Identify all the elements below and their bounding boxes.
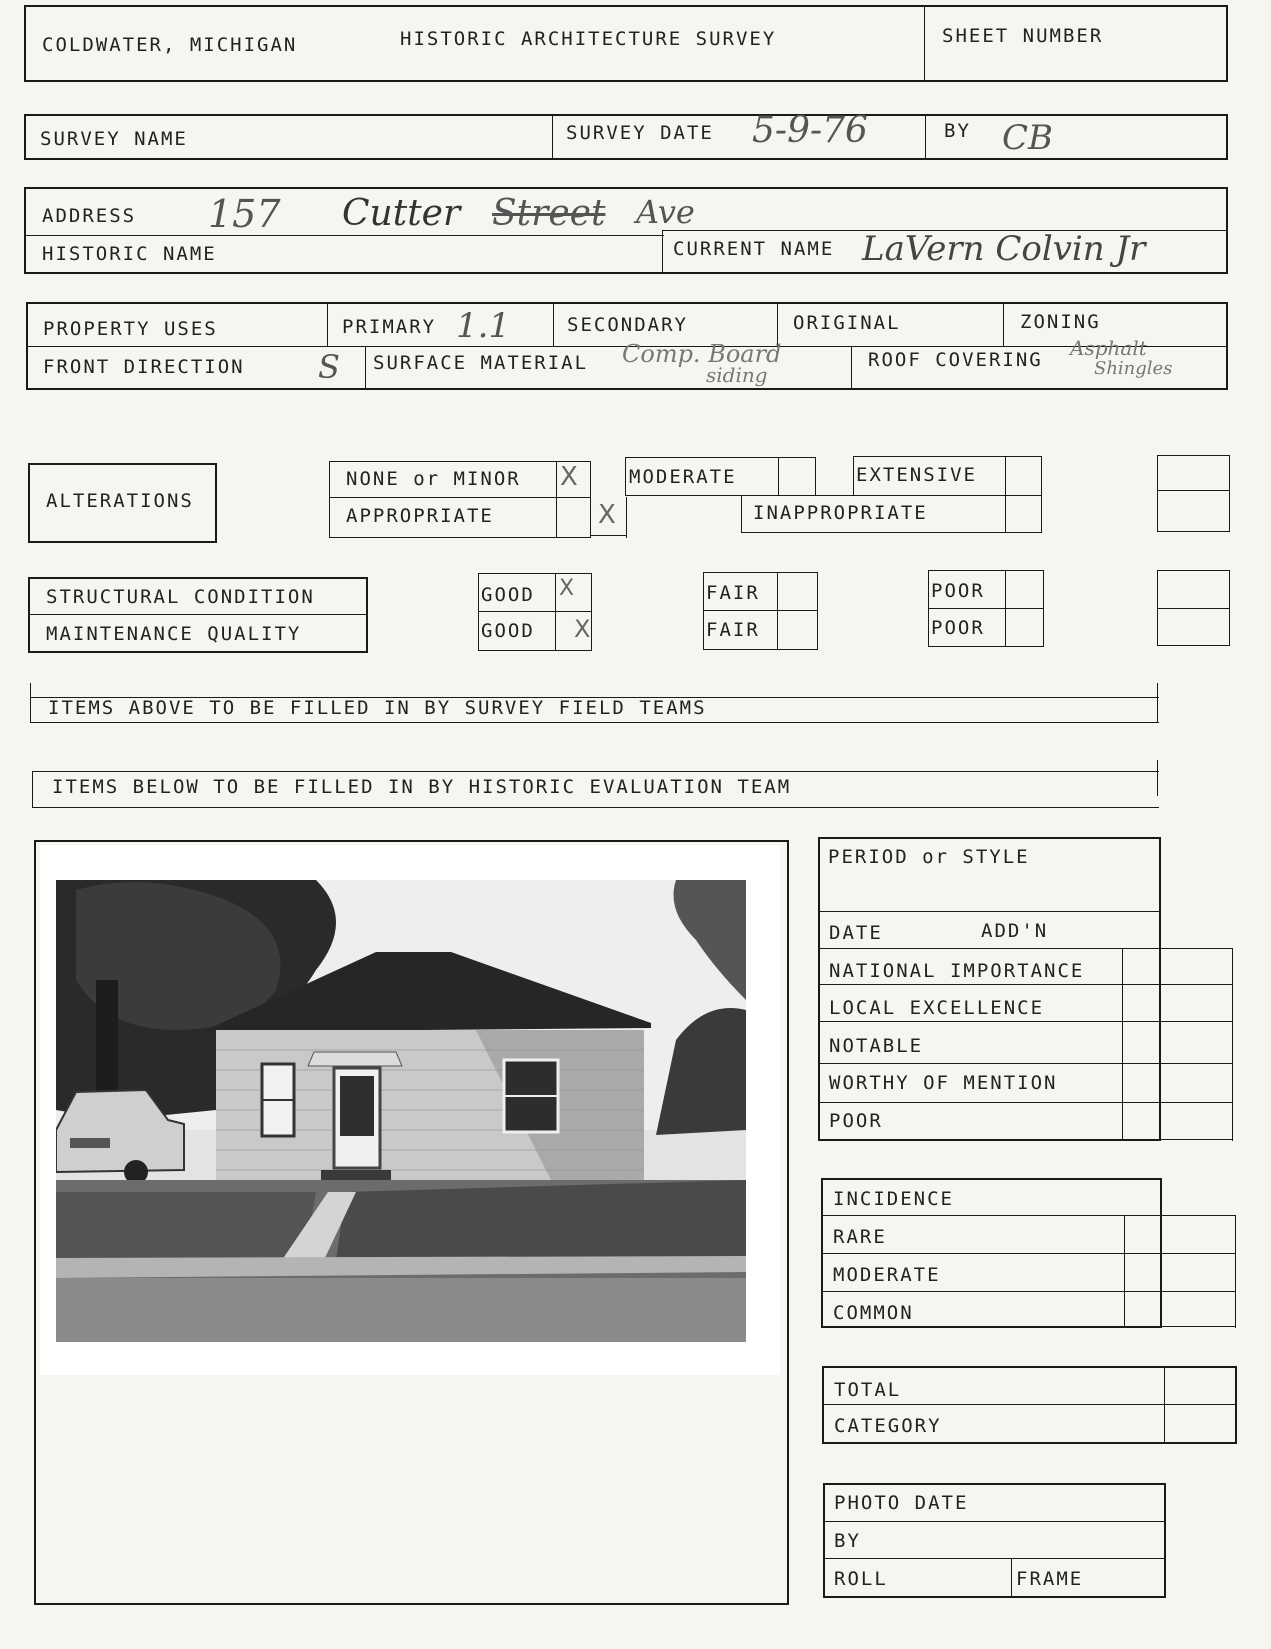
inc-h4: [1160, 1326, 1235, 1327]
photo-info-h1: [823, 1521, 1166, 1522]
current-name-label: CURRENT NAME: [673, 238, 835, 260]
inc-h2: [821, 1253, 1235, 1254]
notes-below-bottom: [32, 807, 1159, 808]
address-divider-v: [662, 230, 663, 274]
front-direction-label: FRONT DIRECTION: [43, 356, 245, 378]
house-photograph: [56, 880, 746, 1342]
appropriate-bottom: [591, 535, 627, 536]
roll-label: ROLL: [834, 1568, 888, 1590]
notes-below: ITEMS BELOW TO BE FILLED IN BY HISTORIC EVALUATION TEAM: [52, 776, 792, 798]
rare-label: RARE: [833, 1226, 887, 1248]
eval-h2: [818, 948, 1232, 949]
eval-h3: [818, 984, 1232, 985]
eval-poor-label: POOR: [829, 1110, 883, 1132]
notes-below-right: [1157, 760, 1158, 796]
house-photo-image: [56, 880, 746, 1342]
primary-label: PRIMARY: [342, 316, 437, 338]
inc-moderate-label: MODERATE: [833, 1264, 941, 1286]
property-uses-label: PROPERTY USES: [43, 318, 218, 340]
fair-v: [777, 572, 778, 650]
period-style-label: PERIOD or STYLE: [828, 846, 1030, 868]
property-v2: [553, 302, 554, 346]
eval-h4: [818, 1021, 1232, 1022]
structural-fair: FAIR: [706, 582, 760, 604]
local-excellence-label: LOCAL EXCELLENCE: [829, 997, 1045, 1019]
header-divider: [924, 5, 925, 82]
property-v1: [327, 302, 328, 346]
address-number[interactable]: 157: [208, 192, 281, 236]
survey-divider-2: [925, 114, 926, 160]
notes-below-left: [32, 771, 33, 807]
appropriate-v: [626, 497, 627, 538]
good-divider: [478, 611, 592, 612]
totals-divider: [822, 1404, 1237, 1405]
category-label: CATEGORY: [834, 1415, 942, 1437]
addn-label: ADD'N: [981, 920, 1049, 942]
photo-by-label: BY: [834, 1530, 861, 1552]
national-importance-label: NATIONAL IMPORTANCE: [829, 960, 1085, 982]
inc-h1: [821, 1215, 1235, 1216]
total-label: TOTAL: [834, 1379, 902, 1401]
original-label: ORIGINAL: [793, 312, 901, 334]
moderate-label: MODERATE: [629, 466, 737, 488]
eval-h5: [818, 1063, 1232, 1064]
poor-v: [1005, 570, 1006, 647]
property-v6: [851, 346, 852, 390]
appropriate-label: APPROPRIATE: [346, 505, 494, 527]
notes-above-right: [1157, 683, 1158, 723]
notes-above: ITEMS ABOVE TO BE FILLED IN BY SURVEY FIELD TEAMS: [48, 697, 707, 719]
survey-title: HISTORIC ARCHITECTURE SURVEY: [400, 28, 777, 50]
roof-covering-label: ROOF COVERING: [868, 349, 1043, 371]
structural-good-mark[interactable]: X: [559, 576, 575, 601]
zoning-label: ZONING: [1020, 311, 1101, 333]
frame-label: FRAME: [1016, 1568, 1084, 1590]
surface-material-value-1[interactable]: Comp. Board: [622, 340, 782, 368]
structural-label: STRUCTURAL CONDITION: [46, 586, 315, 608]
survey-name-label: SURVEY NAME: [40, 128, 188, 150]
survey-date-label: SURVEY DATE: [566, 122, 714, 144]
none-minor-mark[interactable]: X: [560, 462, 578, 492]
inc-v1: [1124, 1215, 1125, 1328]
secondary-label: SECONDARY: [567, 314, 688, 336]
common-label: COMMON: [833, 1302, 914, 1324]
good-v: [555, 573, 556, 651]
maintenance-poor: POOR: [931, 617, 985, 639]
maintenance-label: MAINTENANCE QUALITY: [46, 623, 302, 645]
poor-divider: [928, 608, 1044, 609]
address-divider-h: [24, 235, 664, 236]
alterations-label: ALTERATIONS: [46, 490, 194, 512]
structural-good: GOOD: [481, 584, 535, 606]
eval-h6: [818, 1102, 1232, 1103]
inc-v2: [1235, 1215, 1236, 1328]
inc-h3: [821, 1291, 1235, 1292]
photo-date-label: PHOTO DATE: [834, 1492, 969, 1514]
historic-name-label: HISTORIC NAME: [42, 243, 217, 265]
totals-v: [1164, 1366, 1165, 1444]
photo-info-v: [1011, 1558, 1012, 1598]
photo-info-h2: [823, 1558, 1166, 1559]
primary-value[interactable]: 1.1: [456, 306, 511, 346]
survey-by-label: BY: [944, 120, 971, 142]
eval-h1: [818, 911, 1161, 912]
maintenance-good-mark[interactable]: X: [574, 615, 591, 643]
current-name-value[interactable]: LaVern Colvin Jr: [862, 229, 1146, 269]
none-minor-label: NONE or MINOR: [346, 468, 521, 490]
fair-divider: [703, 610, 818, 611]
moderate-v: [778, 457, 779, 496]
surface-material-label: SURFACE MATERIAL: [373, 352, 589, 374]
address-street[interactable]: Cutter: [342, 193, 461, 234]
alterations-score-divider: [1157, 490, 1230, 491]
property-v4: [1003, 302, 1004, 346]
eval-v1: [1122, 948, 1123, 1141]
none-minor-v: [556, 461, 557, 538]
survey-date-value[interactable]: 5-9-76: [752, 110, 868, 151]
incidence-label: INCIDENCE: [833, 1188, 954, 1210]
maintenance-good: GOOD: [481, 620, 535, 642]
maintenance-fair: FAIR: [706, 619, 760, 641]
notable-label: NOTABLE: [829, 1035, 924, 1057]
header-city: COLDWATER, MICHIGAN: [42, 34, 298, 56]
address-struck: Street: [492, 193, 606, 234]
sheet-number-label: SHEET NUMBER: [942, 25, 1104, 47]
structural-poor: POOR: [931, 580, 985, 602]
alterations-score-box: [1157, 455, 1230, 532]
roof-covering-value-1[interactable]: Asphalt: [1070, 336, 1147, 360]
inappropriate-label: INAPPROPRIATE: [753, 502, 928, 524]
property-v5: [365, 346, 366, 390]
condition-score-divider: [1157, 608, 1230, 609]
appropriate-mark[interactable]: X: [598, 500, 616, 530]
survey-divider-1: [552, 114, 553, 160]
date-label: DATE: [829, 922, 883, 944]
condition-label-divider: [28, 614, 368, 615]
front-direction-value[interactable]: S: [318, 348, 340, 386]
roof-covering-value-2[interactable]: Shingles: [1094, 358, 1173, 379]
evaluation-box: [818, 837, 1161, 1141]
survey-by-value[interactable]: CB: [1002, 118, 1053, 158]
address-label: ADDRESS: [42, 205, 137, 227]
eval-v2: [1232, 948, 1233, 1141]
worthy-label: WORTHY OF MENTION: [829, 1072, 1058, 1094]
eval-h7: [1158, 1139, 1232, 1140]
extensive-label: EXTENSIVE: [856, 464, 977, 486]
address-suffix[interactable]: Ave: [636, 193, 695, 231]
notes-below-top: [32, 771, 1159, 772]
surface-material-value-2[interactable]: siding: [706, 363, 768, 387]
none-minor-divider: [329, 497, 591, 498]
